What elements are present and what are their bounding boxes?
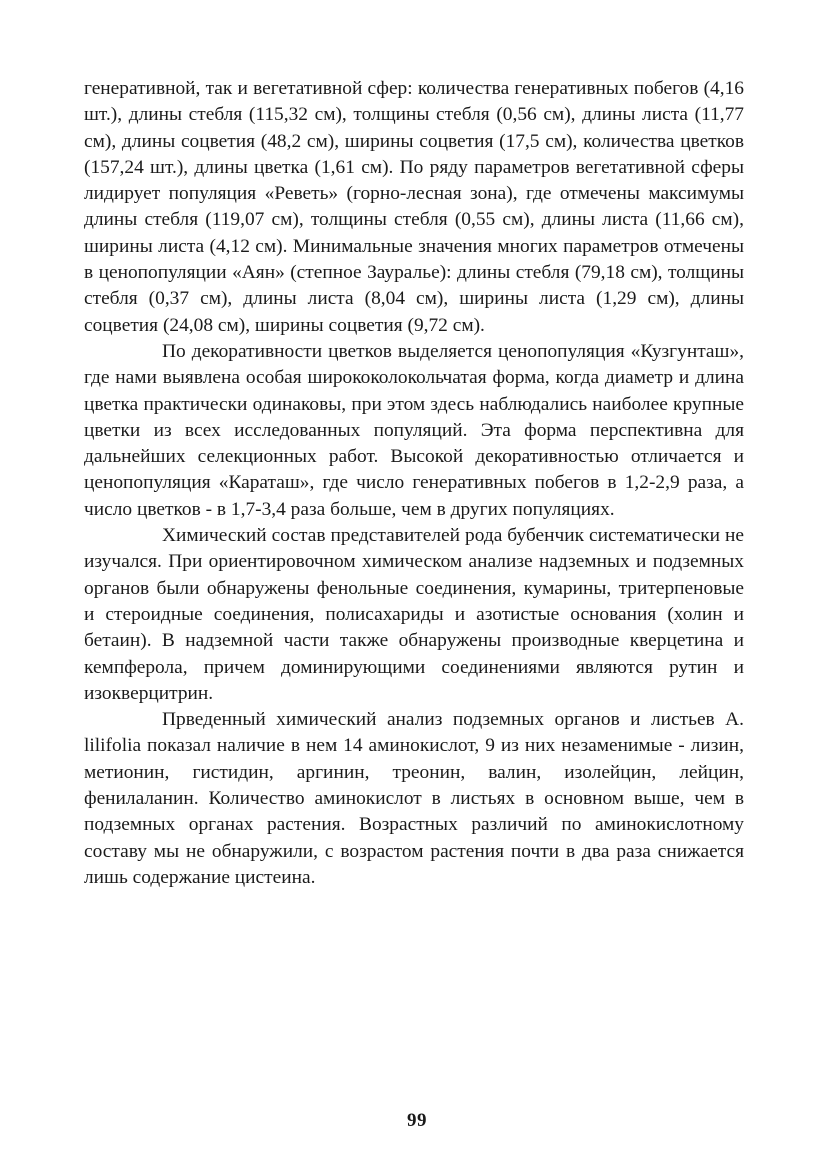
page-number: 99 bbox=[407, 1110, 427, 1131]
paragraph-continuation: генеративной, так и вегетативной сфер: количества генеративных побегов (4,16 шт.), длины стебля (115,32 см), толщины стебля (0,56 см), длины листа (11,77 см), длины соцветия (48,2 см), ширины соцветия (17,5 см), количества цветков (157,24 шт.), длины цветка (1,61 см). По ряду параметров вегетативной сферы лидирует популяция «Реветь» (горно-лесная зона), где отмечены максимумы длины стебля (119,07 см), толщины стебля (0,55 см), длины листа (11,66 см), ширины листа (4,12 см). Минимальные значения многих параметров отмечены в ценопопуляции «Аян» (степное Зауралье): длины стебля (79,18 см), толщины стебля (0,37 см), длины листа (8,04 см), ширины листа (1,29 см), длины соцветия (24,08 см), ширины соцветия (9,72 см). bbox=[84, 78, 744, 336]
paragraph-chemical-composition: Химический состав представителей рода бубенчик систематически не изучался. При ориентировочном химическом анализе надземных и подземных органов были обнаружены фенольные соединения, кумарины, тритерпеновые и стероидные соединения, полисахариды и азотистые основания (холин и бетаин). В надземной части также обнаружены производные кверцетина и кемпферола, причем доминирующими соединениями являются рутин и изокверцитрин. bbox=[84, 525, 744, 704]
page-body bbox=[84, 76, 744, 891]
paragraph-amino-acids: Прведенный химический анализ подземных органов и листьев A. lilifolia показал наличие в нем 14 аминокислот, 9 из них незаменимые - лизин, метионин, гистидин, аргинин, треонин, валин, изолейцин, лейцин, фенилаланин. Количество аминокислот в листьях в основном выше, чем в подземных органах растения. Возрастных различий по аминокислотному составу мы не обнаружили, с возрастом растения почти в два раза снижается лишь содержание цистеина. bbox=[84, 709, 744, 888]
paragraph-decorativeness: По декоративности цветков выделяется ценопопуляция «Кузгунташ», где нами выявлена особая ширококолокольчатая форма, когда диаметр и длина цветка практически одинаковы, при этом здесь наблюдались наиболее крупные цветки из всех исследованных популяций. Эта форма перспективна для дальнейших селекционных работ. Высокой декоративностью отличается и ценопопуляция «Караташ», где число генеративных побегов в 1,2-2,9 раза, а число цветков - в 1,7-3,4 раза больше, чем в других популяциях. bbox=[84, 340, 744, 520]
